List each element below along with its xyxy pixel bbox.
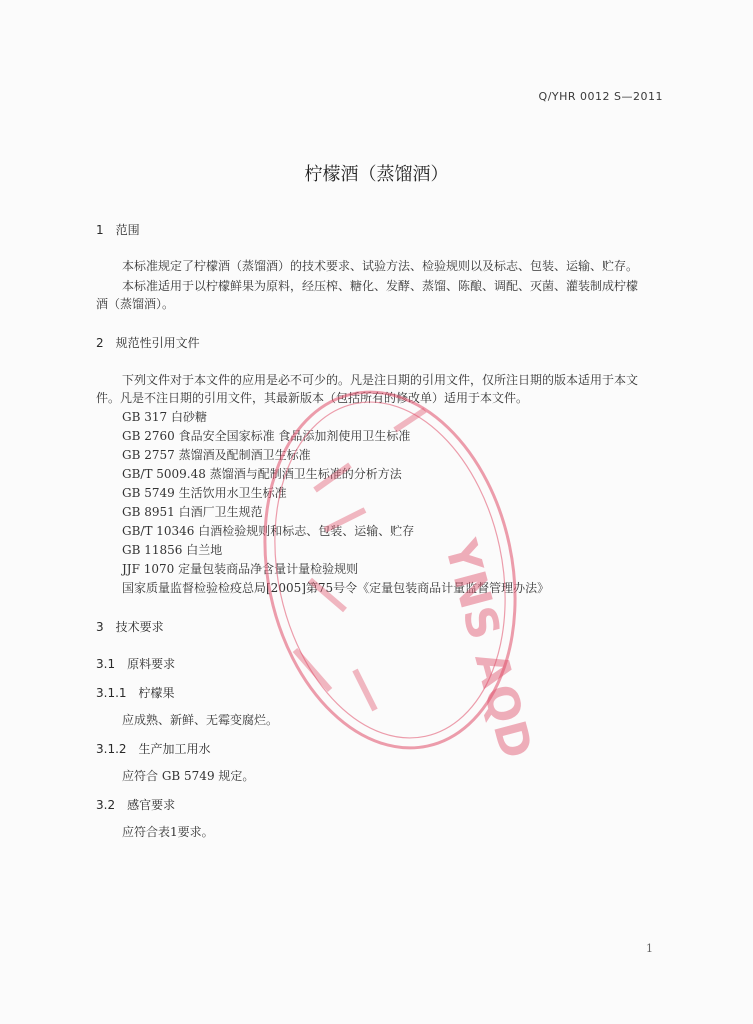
reference-item: GB 11856 白兰地 [122, 543, 223, 557]
reference-item: GB 8951 白酒厂卫生规范 [122, 505, 263, 519]
section-2-heading [96, 334, 200, 351]
section-number: 3.1.1 [96, 686, 127, 700]
section-number: 3.1 [96, 657, 116, 671]
section-3-1-heading [96, 655, 175, 672]
section-title: 柠檬果 [138, 686, 175, 700]
section-number: 1 [96, 223, 104, 237]
reference-item: GB/T 5009.48 蒸馏酒与配制酒卫生标准的分析方法 [122, 467, 402, 481]
section-title: 生产加工用水 [138, 742, 211, 756]
section-3-2-text: 应符合表1要求。 [122, 825, 214, 839]
refs-intro-cont: 件。凡是不注日期的引用文件，其最新版本（包括所有的修改单）适用于本文件。 [96, 391, 529, 405]
reference-item: GB 2757 蒸馏酒及配制酒卫生标准 [122, 448, 311, 462]
section-title: 原料要求 [127, 657, 176, 671]
section-number: 2 [96, 336, 104, 350]
section-number: 3.2 [96, 798, 116, 812]
reference-item: GB 2760 食品安全国家标准 食品添加剂使用卫生标准 [122, 429, 411, 443]
section-title: 技术要求 [115, 620, 164, 634]
section-3-1-2-heading [96, 740, 211, 757]
section-3-1-2-text: 应符合 GB 5749 规定。 [122, 769, 255, 783]
section-1-heading [96, 221, 140, 238]
reference-item: GB 5749 生活饮用水卫生标准 [122, 486, 287, 500]
scope-paragraph-2-cont: 酒（蒸馏酒）。 [96, 297, 175, 311]
section-number: 3.1.2 [96, 742, 127, 756]
reference-item: JJF 1070 定量包装商品净含量计量检验规则 [122, 562, 359, 576]
page-number: 1 [646, 942, 653, 955]
scope-paragraph-1: 本标准规定了柠檬酒（蒸馏酒）的技术要求、试验方法、检验规则以及标志、包装、运输、贮存。 [122, 259, 639, 273]
section-title: 规范性引用文件 [115, 336, 200, 350]
section-number: 3 [96, 620, 104, 634]
official-stamp [255, 370, 542, 770]
section-title: 范围 [115, 223, 140, 237]
reference-item: GB/T 10346 白酒检验规则和标志、包装、运输、贮存 [122, 524, 415, 538]
section-title: 感官要求 [127, 798, 176, 812]
reference-item: 国家质量监督检验检疫总局[2005]第75号令《定量包装商品计量监督管理办法》 [122, 581, 550, 595]
section-3-2-heading [96, 796, 175, 813]
section-3-1-1-heading [96, 684, 175, 701]
stamp-characters [295, 410, 425, 710]
stamp-text: YNS AQD [434, 534, 542, 764]
section-3-1-1-text: 应成熟、新鲜、无霉变腐烂。 [122, 713, 279, 727]
document-title: 柠檬酒（蒸馏酒） [304, 164, 449, 185]
section-3-heading [96, 618, 164, 635]
reference-item: GB 317 白砂糖 [122, 410, 207, 424]
document-code: Q/YHR 0012 S—2011 [538, 90, 663, 103]
scope-paragraph-2: 本标准适用于以柠檬鲜果为原料，经压榨、糖化、发酵、蒸馏、陈酿、调配、灭菌、灌装制成柠檬 [122, 279, 639, 293]
refs-intro: 下列文件对于本文件的应用是必不可少的。凡是注日期的引用文件，仅所注日期的版本适用于本文 [122, 373, 639, 387]
